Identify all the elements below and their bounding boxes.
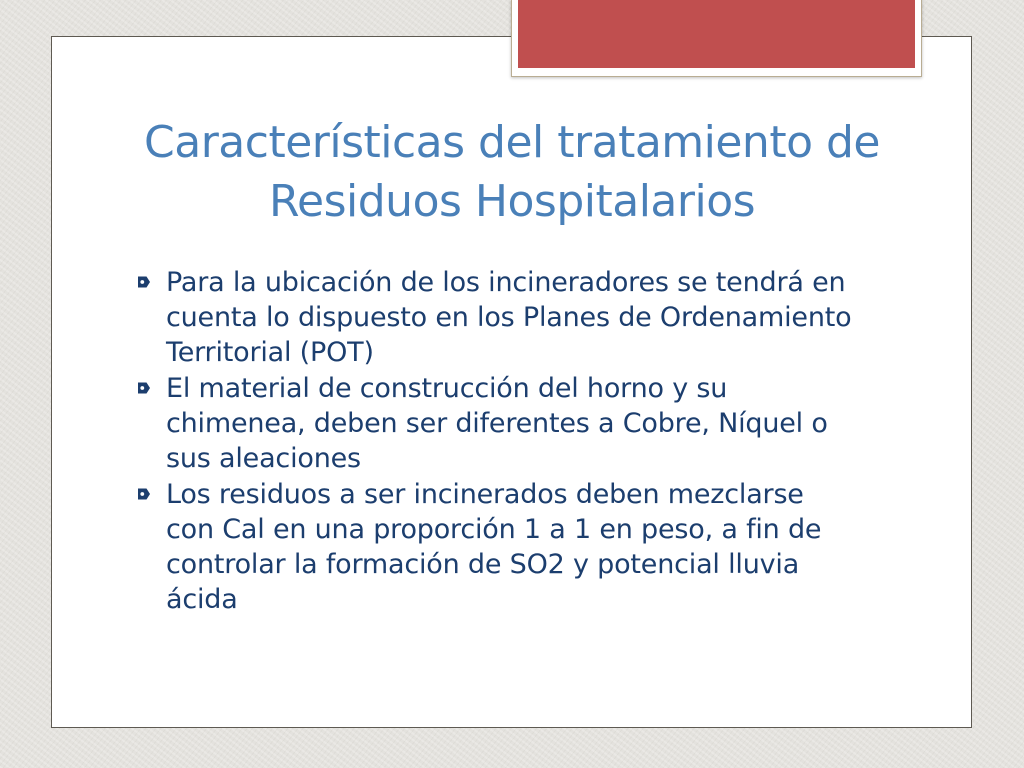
- bullet-icon: [136, 274, 152, 290]
- bullet-text: El material de construcción del horno y su chimenea, deben ser diferentes a Cobre, Níquel o sus aleaciones: [166, 373, 828, 474]
- slide-title: Características del tratamiento de Residuos Hospitalarios: [144, 117, 880, 227]
- bullet-list: [132, 265, 852, 618]
- accent-bar: [518, 0, 915, 68]
- bullet-text: Para la ubicación de los incineradores se tendrá en cuenta lo dispuesto en los Planes de Ordenamiento Territorial (POT): [166, 267, 852, 368]
- bullet-text: Los residuos a ser incinerados deben mezclarse con Cal en una proporción 1 a 1 en peso, a fin de controlar la formación de SO2 y potencial lluvia ácida: [166, 479, 822, 615]
- bullet-icon: [136, 486, 152, 502]
- bullet-item: [132, 477, 852, 617]
- bullet-item: [132, 265, 852, 370]
- accent-tab: [511, 0, 922, 77]
- bullet-icon: [136, 380, 152, 396]
- bullet-item: [132, 371, 852, 476]
